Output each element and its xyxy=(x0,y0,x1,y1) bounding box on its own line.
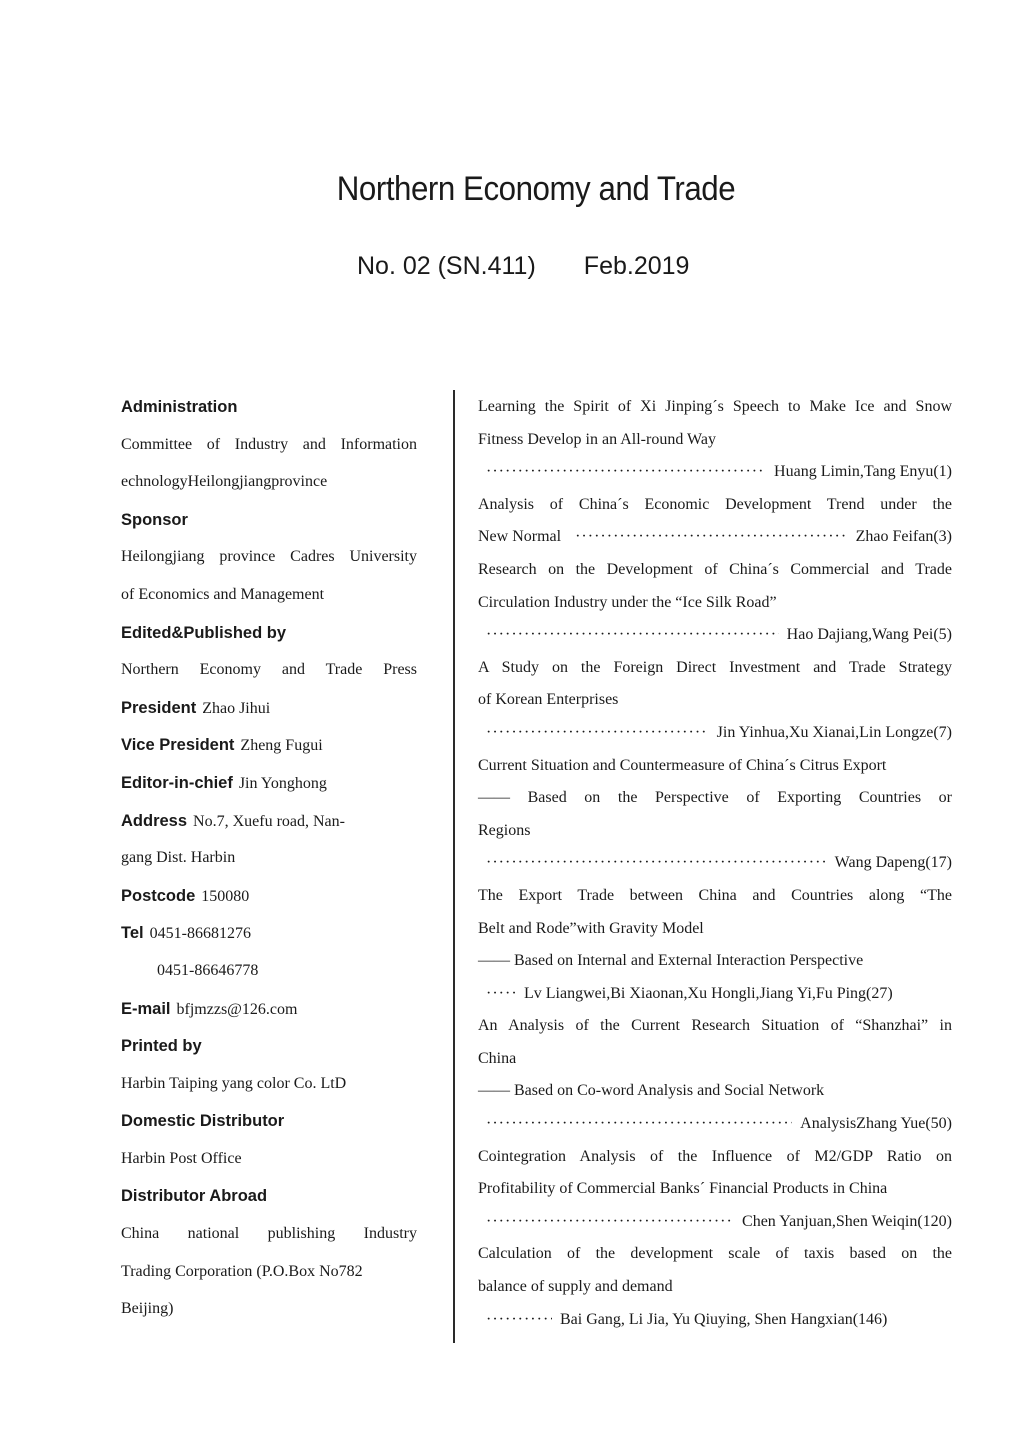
leader-dots xyxy=(486,1111,792,1137)
domestic-distributor-value: Harbin Post Office xyxy=(121,1149,242,1167)
sponsor-label: Sponsor xyxy=(121,510,188,529)
domestic-distributor-label: Domestic Distributor xyxy=(121,1112,285,1131)
toc-entry-title-line[interactable]: Fitness Develop in an All-round Way xyxy=(478,430,716,448)
column-divider xyxy=(453,390,455,1343)
leader-dots xyxy=(486,720,709,746)
leader-dots xyxy=(575,524,848,550)
leader-dots xyxy=(486,459,766,485)
toc-entry-title-line[interactable]: Analysis of China´s Economic Development Trend under the xyxy=(478,495,952,513)
address-line-1: No.7, Xuefu road, Nan- xyxy=(193,812,345,830)
leader-dots xyxy=(486,622,779,648)
masthead-column xyxy=(121,394,417,1334)
issue-number: No. 02 (SN.411) xyxy=(357,252,536,280)
vice-president-label: Vice President xyxy=(121,736,235,755)
toc-entry-title-line[interactable]: Research on the Development of China´s Commercial and Trade xyxy=(478,560,952,578)
president-label: President xyxy=(121,698,197,717)
email-value: bfjmzzs@126.com xyxy=(176,1000,298,1018)
distributor-abroad-label: Distributor Abroad xyxy=(121,1187,268,1206)
administration-line-2: echnologyHeilongjiangprovince xyxy=(121,473,328,491)
tel-value-1: 0451-86681276 xyxy=(149,925,251,943)
toc-entry-title-line[interactable]: The Export Trade between China and Countries along “The xyxy=(478,886,952,904)
leader-dots xyxy=(486,1209,734,1235)
toc-entry-author: Bai Gang, Li Jia, Yu Qiuying, Shen Hangxian(146) xyxy=(560,1310,888,1328)
toc-entry-title-line[interactable]: balance of supply and demand xyxy=(478,1278,673,1296)
edited-published-value: Northern Economy and Trade Press xyxy=(121,661,417,679)
toc-entry-author-line[interactable] xyxy=(478,459,952,492)
editor-in-chief-label: Editor-in-chief xyxy=(121,773,233,792)
postcode-value: 150080 xyxy=(201,887,250,905)
toc-entry-author-line[interactable] xyxy=(478,1307,952,1340)
distributor-abroad-line-2: Trading Corporation (P.O.Box No782 xyxy=(121,1262,363,1280)
toc-entry-title-line[interactable]: Calculation of the development scale of taxis based on the xyxy=(478,1245,952,1263)
issue-date: Feb.2019 xyxy=(583,252,690,280)
toc-entry-title-line[interactable]: An Analysis of the Current Research Situation of “Shanzhai” in xyxy=(478,1017,952,1035)
table-of-contents xyxy=(478,394,952,1339)
toc-entry-author-line[interactable] xyxy=(478,720,952,753)
toc-entry-subtitle-line[interactable]: Regions xyxy=(478,821,531,839)
toc-entry-author-line[interactable] xyxy=(478,1111,952,1144)
toc-entry-author-line[interactable] xyxy=(478,1209,952,1242)
vice-president-value: Zheng Fugui xyxy=(240,737,323,755)
toc-entry-subtitle-line[interactable]: —— Based on Co-word Analysis and Social Network xyxy=(478,1082,825,1100)
toc-entry-author-line[interactable] xyxy=(478,981,952,1014)
editor-in-chief-value: Jin Yonghong xyxy=(238,774,327,792)
journal-title: Northern Economy and Trade xyxy=(336,170,736,208)
toc-entry-title-line[interactable]: Profitability of Commercial Banks´ Financial Products in China xyxy=(478,1180,888,1198)
toc-entry-author: Wang Dapeng(17) xyxy=(834,854,952,872)
sponsor-line-2: of Economics and Management xyxy=(121,585,325,603)
distributor-abroad-line-3: Beijing) xyxy=(121,1300,174,1318)
toc-entry-title-line[interactable]: Learning the Spirit of Xi Jinping´s Speech to Make Ice and Snow xyxy=(478,398,952,415)
leader-dots xyxy=(486,850,827,876)
sponsor-line-1: Heilongjiang province Cadres University xyxy=(121,548,417,566)
tel-row xyxy=(121,920,417,958)
printed-by-value: Harbin Taiping yang color Co. LtD xyxy=(121,1074,347,1092)
president-row xyxy=(121,695,417,733)
toc-entry-author: Chen Yanjuan,Shen Weiqin(120) xyxy=(742,1212,952,1230)
toc-entry-author-line[interactable] xyxy=(478,622,952,655)
tel-label: Tel xyxy=(121,924,144,943)
administration-label: Administration xyxy=(121,398,238,416)
president-value: Zhao Jihui xyxy=(202,699,271,717)
toc-entry-title-line[interactable]: China xyxy=(478,1049,517,1067)
toc-entry-title-line[interactable]: Belt and Rode”with Gravity Model xyxy=(478,919,704,937)
administration-line-1: Committee of Industry and Information xyxy=(121,435,417,453)
address-line-2: gang Dist. Harbin xyxy=(121,849,236,867)
toc-entry-author: Lv Liangwei,Bi Xiaonan,Xu Hongli,Jiang Yi,Fu Ping(27) xyxy=(524,984,893,1002)
email-label: E-mail xyxy=(121,999,171,1018)
address-label: Address xyxy=(121,811,188,830)
toc-entry-author: Hao Dajiang,Wang Pei(5) xyxy=(786,626,952,644)
leader-dots xyxy=(486,1307,552,1333)
toc-entry-title-line[interactable]: Circulation Industry under the “Ice Silk Road” xyxy=(478,593,777,611)
toc-entry-subtitle-line[interactable]: —— Based on the Perspective of Exporting Countries or xyxy=(478,789,952,807)
vice-president-row xyxy=(121,732,417,770)
toc-entry-title-line[interactable]: Current Situation and Countermeasure of China´s Citrus Export xyxy=(478,756,887,774)
toc-entry-author: Zhao Feifan(3) xyxy=(855,528,952,546)
toc-entry-subtitle-line[interactable]: —— Based on Internal and External Interaction Perspective xyxy=(478,952,864,970)
toc-entry-author: AnalysisZhang Yue(50) xyxy=(800,1115,952,1133)
toc-entry-author: Huang Limin,Tang Enyu(1) xyxy=(774,463,952,481)
postcode-label: Postcode xyxy=(121,886,196,905)
leader-dots xyxy=(486,981,516,1007)
postcode-row xyxy=(121,883,417,921)
toc-entry-title-line[interactable]: Cointegration Analysis of the Influence of M2/GDP Ratio on xyxy=(478,1147,952,1165)
distributor-abroad-line-1: China national publishing Industry xyxy=(121,1225,417,1243)
editor-in-chief-row xyxy=(121,770,417,808)
email-row xyxy=(121,996,417,1034)
address-row xyxy=(121,808,417,846)
toc-entry-author-line[interactable] xyxy=(478,850,952,883)
toc-entry-author: Jin Yinhua,Xu Xianai,Lin Longze(7) xyxy=(716,723,952,741)
tel-value-2: 0451-86646778 xyxy=(157,961,259,979)
printed-by-label: Printed by xyxy=(121,1037,202,1056)
edited-published-label: Edited&Published by xyxy=(121,623,287,642)
toc-entry-title-line[interactable]: of Korean Enterprises xyxy=(478,691,619,709)
toc-entry-title-line[interactable]: A Study on the Foreign Direct Investment and Trade Strategy xyxy=(478,658,952,676)
issue-line xyxy=(357,252,689,281)
toc-entry-author-line[interactable] xyxy=(478,524,952,557)
toc-entry-title-tail: New Normal xyxy=(478,528,562,546)
